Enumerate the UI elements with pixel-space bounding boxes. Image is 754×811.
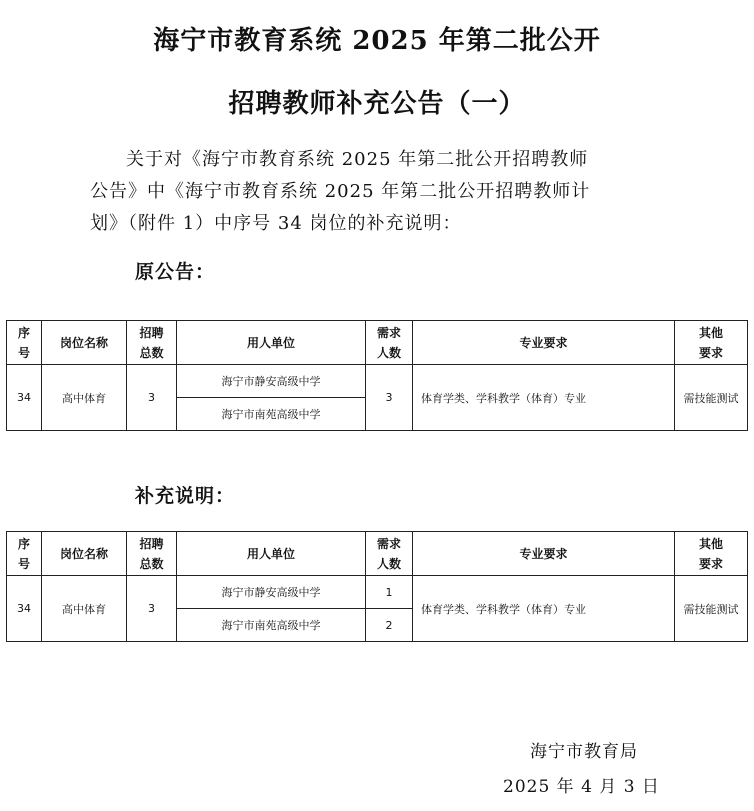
intro-paragraph bbox=[90, 144, 670, 240]
cell-total: 3 bbox=[127, 576, 177, 642]
title-line-1: 海宁市教育系统 2025 年第二批公开 bbox=[153, 26, 601, 56]
cell-major: 体育学类、学科教学（体育）专业 bbox=[413, 365, 675, 431]
title-line-2: 招聘教师补充公告（一） bbox=[228, 89, 526, 119]
header-major: 专业要求 bbox=[413, 321, 675, 365]
cell-need: 3 bbox=[366, 365, 413, 431]
cell-other: 需技能测试 bbox=[675, 576, 748, 642]
header-employer: 用人单位 bbox=[177, 321, 366, 365]
header-other: 其他 要求 bbox=[675, 532, 748, 576]
cell-employer-1: 海宁市静安高级中学 bbox=[177, 365, 366, 398]
header-other: 其他 要求 bbox=[675, 321, 748, 365]
cell-other: 需技能测试 bbox=[675, 365, 748, 431]
cell-seq: 34 bbox=[7, 576, 42, 642]
table-header-row bbox=[7, 321, 748, 365]
cell-need-2: 2 bbox=[366, 609, 413, 642]
header-total: 招聘 总数 bbox=[127, 321, 177, 365]
header-employer: 用人单位 bbox=[177, 532, 366, 576]
header-total: 招聘 总数 bbox=[127, 532, 177, 576]
header-post: 岗位名称 bbox=[42, 321, 127, 365]
header-need: 需求 人数 bbox=[366, 532, 413, 576]
intro-line-1: 关于对《海宁市教育系统 2025 年第二批公开招聘教师 bbox=[126, 149, 589, 170]
header-major: 专业要求 bbox=[413, 532, 675, 576]
supplement-table bbox=[6, 531, 748, 642]
cell-post: 高中体育 bbox=[42, 365, 127, 431]
cell-employer-1: 海宁市静安高级中学 bbox=[177, 576, 366, 609]
cell-post: 高中体育 bbox=[42, 576, 127, 642]
cell-total: 3 bbox=[127, 365, 177, 431]
header-seq: 序 号 bbox=[7, 532, 42, 576]
supplement-heading: 补充说明： bbox=[135, 485, 236, 507]
cell-seq: 34 bbox=[7, 365, 42, 431]
signature-date: 2025 年 4 月 3 日 bbox=[503, 777, 660, 797]
signature-organization: 海宁市教育局 bbox=[530, 742, 638, 762]
cell-need-1: 1 bbox=[366, 576, 413, 609]
intro-line-3: 划》（附件 1）中序号 34 岗位的补充说明： bbox=[90, 213, 462, 234]
header-need: 需求 人数 bbox=[366, 321, 413, 365]
table-row bbox=[7, 576, 748, 609]
table-header-row bbox=[7, 532, 748, 576]
header-post: 岗位名称 bbox=[42, 532, 127, 576]
header-seq: 序 号 bbox=[7, 321, 42, 365]
cell-employer-2: 海宁市南苑高级中学 bbox=[177, 609, 366, 642]
original-notice-heading: 原公告： bbox=[135, 261, 216, 283]
original-notice-table bbox=[6, 320, 748, 431]
cell-employer-2: 海宁市南苑高级中学 bbox=[177, 398, 366, 431]
cell-major: 体育学类、学科教学（体育）专业 bbox=[413, 576, 675, 642]
table-row bbox=[7, 365, 748, 398]
intro-line-2: 公告》中《海宁市教育系统 2025 年第二批公开招聘教师计 bbox=[90, 181, 591, 202]
